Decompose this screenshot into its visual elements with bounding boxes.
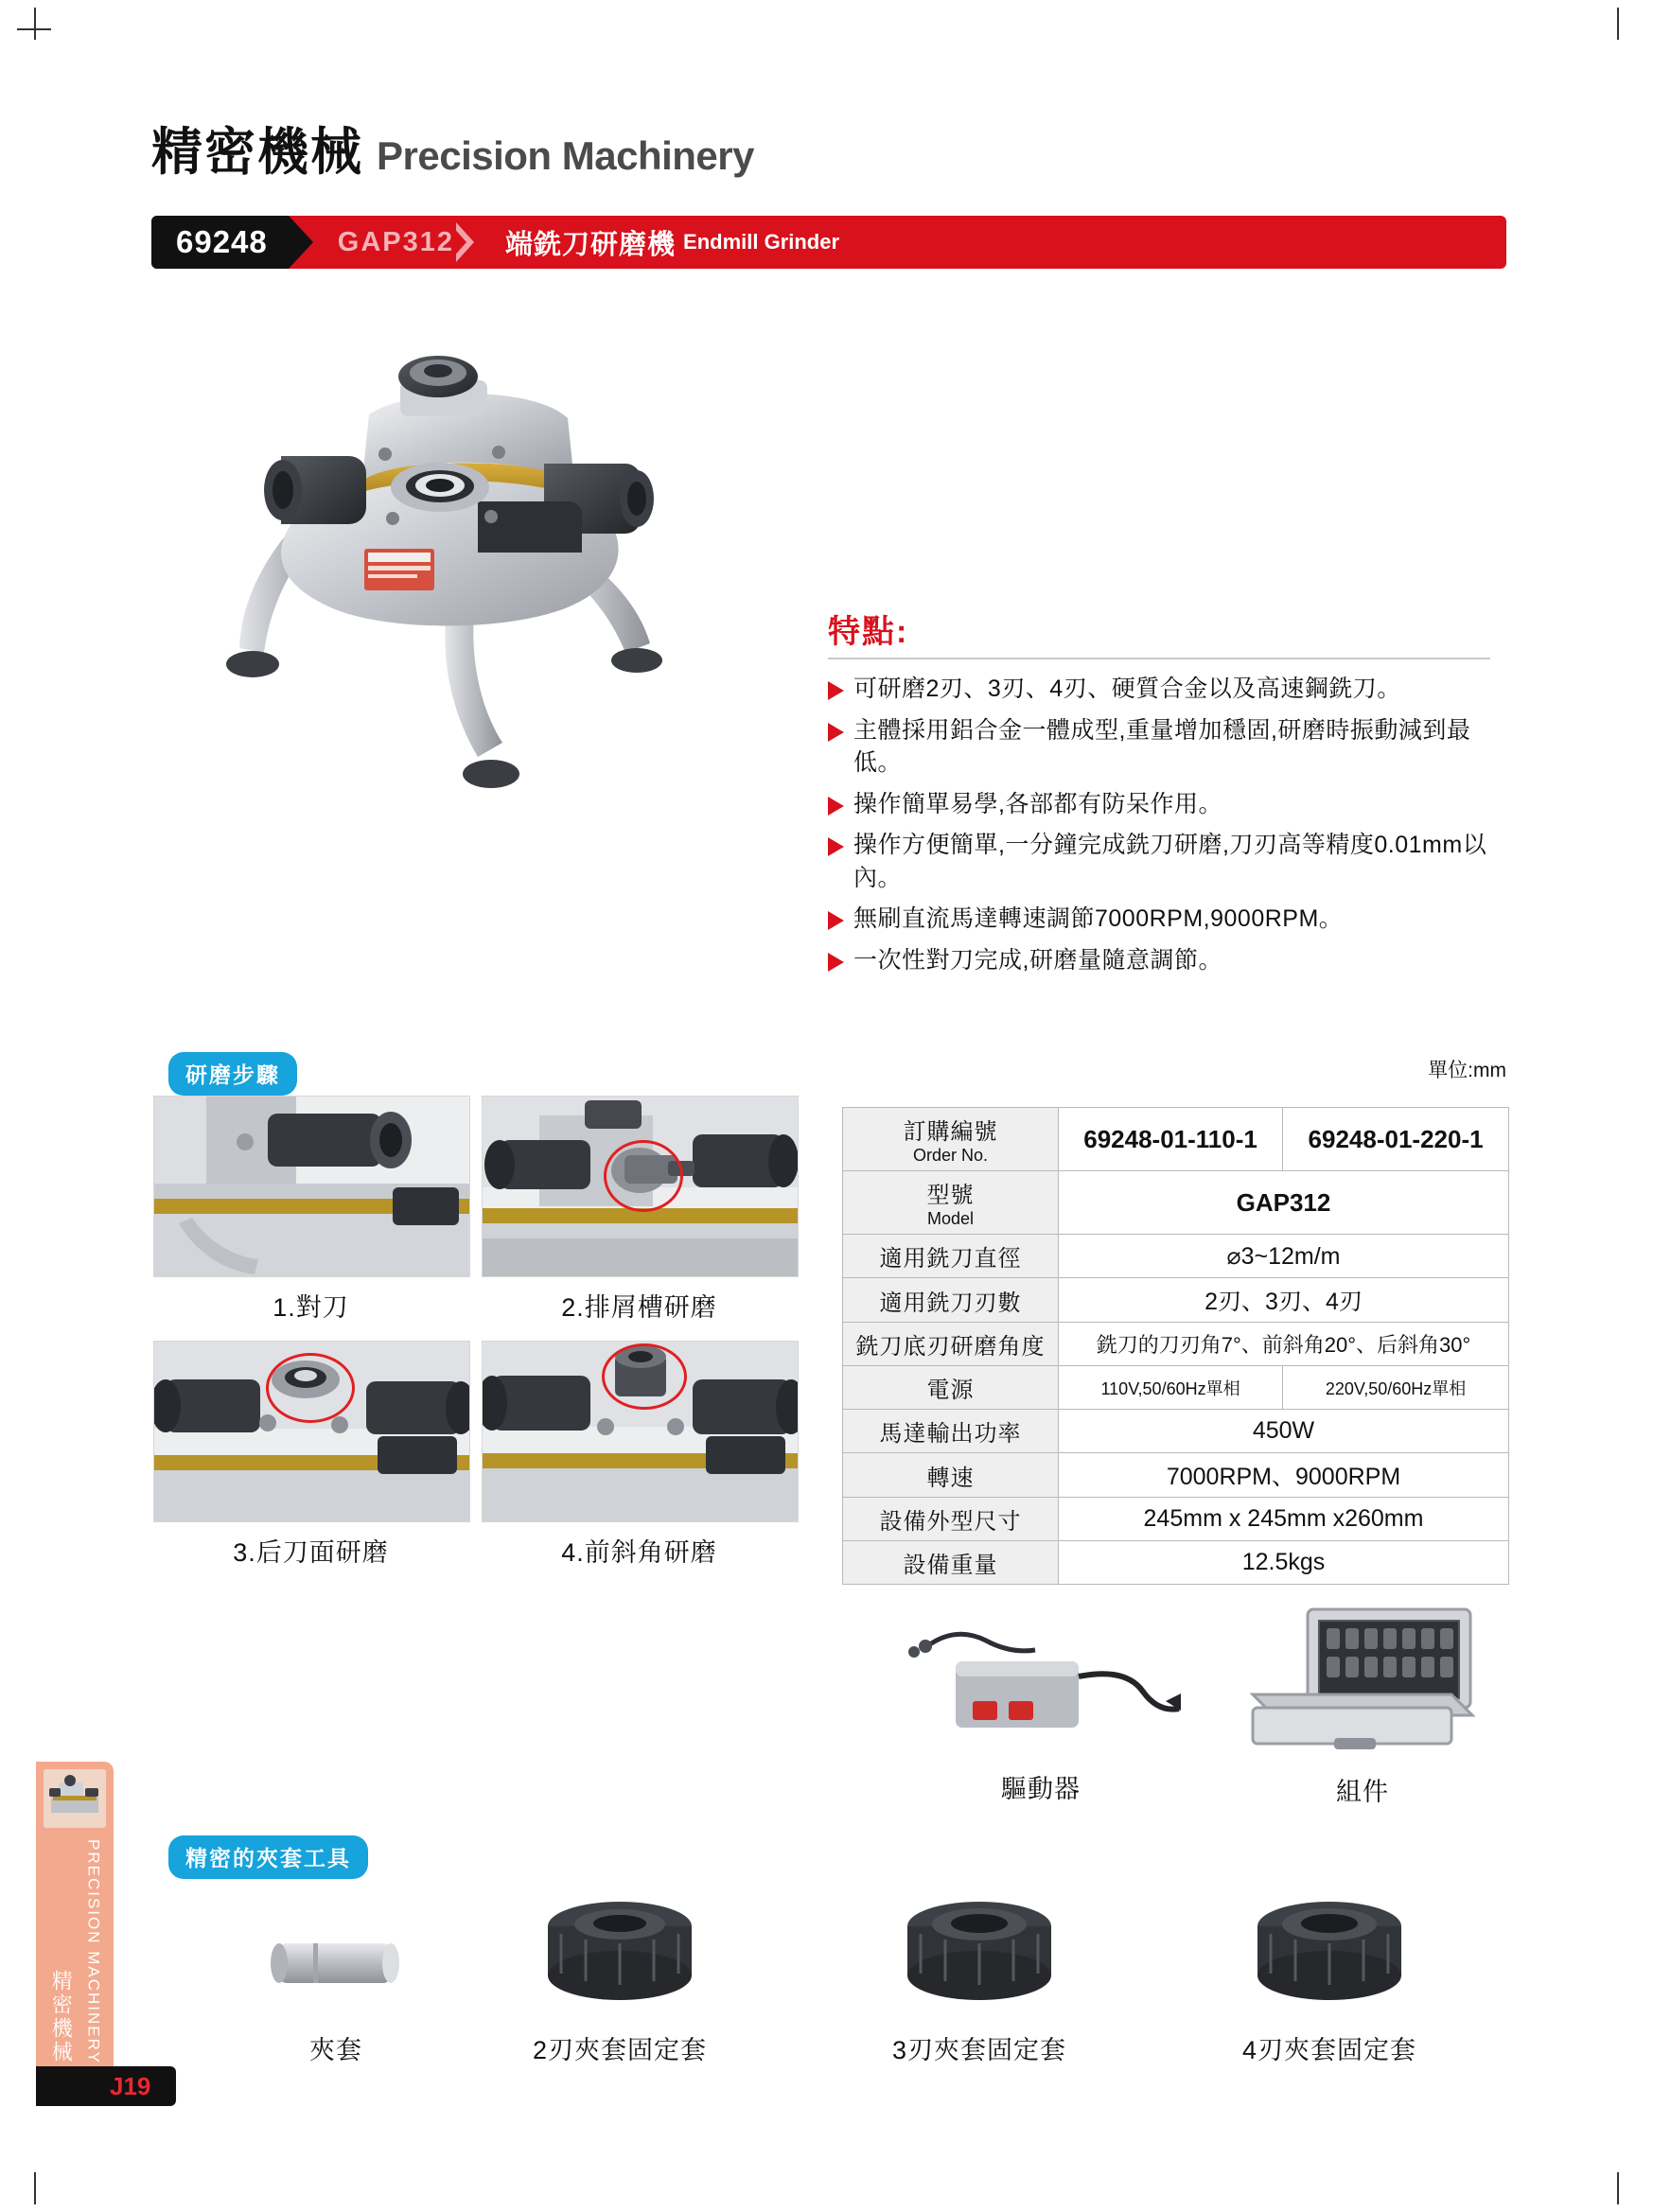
- specification-table: [842, 1107, 1509, 1585]
- product-model-badge: [289, 216, 475, 269]
- tool-item: [823, 1883, 1135, 2066]
- spec-value: 銑刀的刀刃角7°、前斜角20°、后斜角30°: [1059, 1323, 1509, 1366]
- step-cell: [153, 1341, 468, 1584]
- table-row: [843, 1278, 1509, 1323]
- accessory-caption: 組件: [1336, 1778, 1389, 1806]
- triangle-bullet-icon: [828, 797, 844, 816]
- feature-item: [828, 788, 1490, 821]
- feature-item: [828, 714, 1490, 780]
- spec-label: 設備重量: [843, 1541, 1059, 1585]
- feature-text: 主體採用鋁合金一體成型,重量增加穩固,研磨時振動減到最低。: [853, 716, 1471, 776]
- spec-value: 7000RPM、9000RPM: [1059, 1453, 1509, 1498]
- feature-text: 一次性對刀完成,研磨量隨意調節。: [853, 946, 1222, 974]
- step-row: [153, 1341, 797, 1584]
- table-row: [843, 1410, 1509, 1453]
- features-divider: [828, 658, 1490, 659]
- features-section: [828, 606, 1490, 985]
- product-model-text: GAP312: [337, 226, 454, 257]
- side-tab: [36, 1762, 114, 2074]
- collet-nut-4flute-illustration: [1197, 1883, 1462, 2015]
- feature-item: [828, 944, 1490, 977]
- side-tab-text: [36, 1839, 114, 2069]
- spec-value: ⌀3~12m/m: [1059, 1235, 1509, 1278]
- tool-caption: 2刃夾套固定套: [532, 2036, 708, 2064]
- table-row: [843, 1171, 1509, 1235]
- crop-mark-bottom-left: [34, 2172, 36, 2204]
- product-name-cn: 端銑刀研磨機: [505, 229, 677, 260]
- triangle-bullet-icon: [828, 681, 844, 700]
- feature-item: [828, 673, 1490, 706]
- spec-label: 設備外型尺寸: [843, 1498, 1059, 1541]
- spec-label: 馬達輸出功率: [843, 1410, 1059, 1453]
- step-photo-3: [153, 1341, 470, 1522]
- table-row: [843, 1235, 1509, 1278]
- side-tab-text-cn: 精密機械: [49, 1969, 74, 2064]
- driver-illustration: [899, 1620, 1183, 1752]
- feature-text: 操作簡單易學,各部都有防呆作用。: [853, 790, 1222, 817]
- product-name-en: Endmill Grinder: [683, 230, 840, 254]
- spec-value: 450W: [1059, 1410, 1509, 1453]
- table-row: [843, 1498, 1509, 1541]
- feature-text: 操作方便簡單,一分鐘完成銑刀研磨,刀刃高等精度0.01mm以內。: [853, 832, 1487, 891]
- step-caption: 1.對刀: [273, 1293, 349, 1322]
- feature-item: [828, 829, 1490, 894]
- side-tab-text-en: PRECISION MACHINERY: [84, 1839, 103, 2064]
- spec-label: [843, 1171, 1059, 1235]
- features-title: 特點:: [828, 614, 909, 650]
- highlight-circle: [604, 1140, 683, 1212]
- spec-value: 110V,50/60Hz單相: [1059, 1366, 1283, 1410]
- page-number-badge: [36, 2066, 176, 2106]
- spec-label: 轉速: [843, 1453, 1059, 1498]
- table-row: [843, 1541, 1509, 1585]
- page-title-en: Precision Machinery: [377, 133, 754, 178]
- spec-label: 適用銑刀直徑: [843, 1235, 1059, 1278]
- step-photo-1: [153, 1096, 470, 1277]
- spec-label: 電源: [843, 1366, 1059, 1410]
- side-tab-machine-icon: [44, 1769, 106, 1828]
- triangle-bullet-icon: [828, 953, 844, 972]
- page-number: J19: [110, 2071, 151, 2100]
- page-title-cn: 精密機械: [151, 124, 363, 181]
- tool-item: [180, 1911, 492, 2066]
- accessory-caption: 驅動器: [1001, 1775, 1081, 1803]
- crop-mark-top-left: [34, 8, 36, 40]
- product-name: [475, 216, 839, 269]
- grinding-steps-section: [153, 1096, 797, 1586]
- tool-caption: 4刃夾套固定套: [1241, 2036, 1417, 2064]
- feature-text: 可研磨2刃、3刃、4刃、硬質合金以及高速鋼銑刀。: [853, 676, 1401, 702]
- step-1-illustration: [154, 1097, 469, 1276]
- units-note: 單位:mm: [1428, 1060, 1506, 1081]
- crop-mark-bottom-right: [1617, 2172, 1619, 2204]
- accessory-kit: [1221, 1604, 1504, 1808]
- grinding-steps-label: 研磨步驟: [168, 1052, 297, 1096]
- tool-caption: 夾套: [309, 2036, 362, 2064]
- step-caption: 2.排屑槽研磨: [561, 1293, 717, 1322]
- spec-value: 245mm x 245mm x260mm: [1059, 1498, 1509, 1541]
- tool-item: [1173, 1883, 1486, 2066]
- chevron-right-icon: [456, 222, 477, 262]
- product-code: 69248: [151, 216, 289, 269]
- collet-sleeve-illustration: [222, 1911, 449, 2015]
- collet-nut-3flute-illustration: [847, 1883, 1112, 2015]
- triangle-bullet-icon: [828, 911, 844, 930]
- spec-value: 69248-01-110-1: [1059, 1108, 1283, 1171]
- step-caption: 3.后刀面研磨: [233, 1538, 389, 1567]
- spec-value: 220V,50/60Hz單相: [1283, 1366, 1509, 1410]
- spec-label-en: Order No.: [912, 1146, 989, 1165]
- step-cell: [482, 1341, 797, 1584]
- triangle-bullet-icon: [828, 837, 844, 856]
- product-band: [151, 216, 1506, 269]
- feature-text: 無刷直流馬達轉速調節7000RPM,9000RPM。: [853, 905, 1344, 932]
- side-tab-thumbnail: [44, 1769, 106, 1828]
- kit-case-illustration: [1221, 1604, 1504, 1755]
- highlight-circle: [602, 1343, 687, 1410]
- spec-value: 69248-01-220-1: [1283, 1108, 1509, 1171]
- tool-item: [464, 1883, 776, 2066]
- product-hero-image: [166, 312, 781, 804]
- spec-label-cn: 型號: [926, 1183, 975, 1208]
- triangle-bullet-icon: [828, 723, 844, 742]
- endmill-grinder-illustration: [166, 312, 781, 804]
- step-photo-2: [482, 1096, 799, 1277]
- spec-label: 適用銑刀刃數: [843, 1278, 1059, 1323]
- spec-label-en: Model: [926, 1209, 975, 1228]
- table-row: [843, 1323, 1509, 1366]
- spec-value: GAP312: [1059, 1171, 1509, 1235]
- highlight-circle: [266, 1353, 355, 1423]
- page-title: [151, 112, 754, 184]
- accessory-driver: [899, 1620, 1183, 1805]
- step-row: [153, 1096, 797, 1339]
- collet-nut-2flute-illustration: [487, 1883, 752, 2015]
- table-row: [843, 1108, 1509, 1171]
- step-cell: [482, 1096, 797, 1339]
- spec-label-cn: 訂購編號: [903, 1119, 998, 1145]
- spec-value: 12.5kgs: [1059, 1541, 1509, 1585]
- spec-label: [843, 1108, 1059, 1171]
- spec-label: 銑刀底刃研磨角度: [843, 1323, 1059, 1366]
- precision-tools-label: 精密的夾套工具: [168, 1835, 368, 1879]
- tool-caption: 3刃夾套固定套: [891, 2036, 1067, 2064]
- table-row: [843, 1453, 1509, 1498]
- step-caption: 4.前斜角研磨: [561, 1538, 717, 1567]
- crop-mark-top-left-h: [17, 28, 51, 30]
- step-photo-4: [482, 1341, 799, 1522]
- spec-value: 2刃、3刃、4刃: [1059, 1278, 1509, 1323]
- feature-item: [828, 903, 1490, 936]
- table-row: [843, 1366, 1509, 1410]
- crop-mark-top-right: [1617, 8, 1619, 40]
- step-cell: [153, 1096, 468, 1339]
